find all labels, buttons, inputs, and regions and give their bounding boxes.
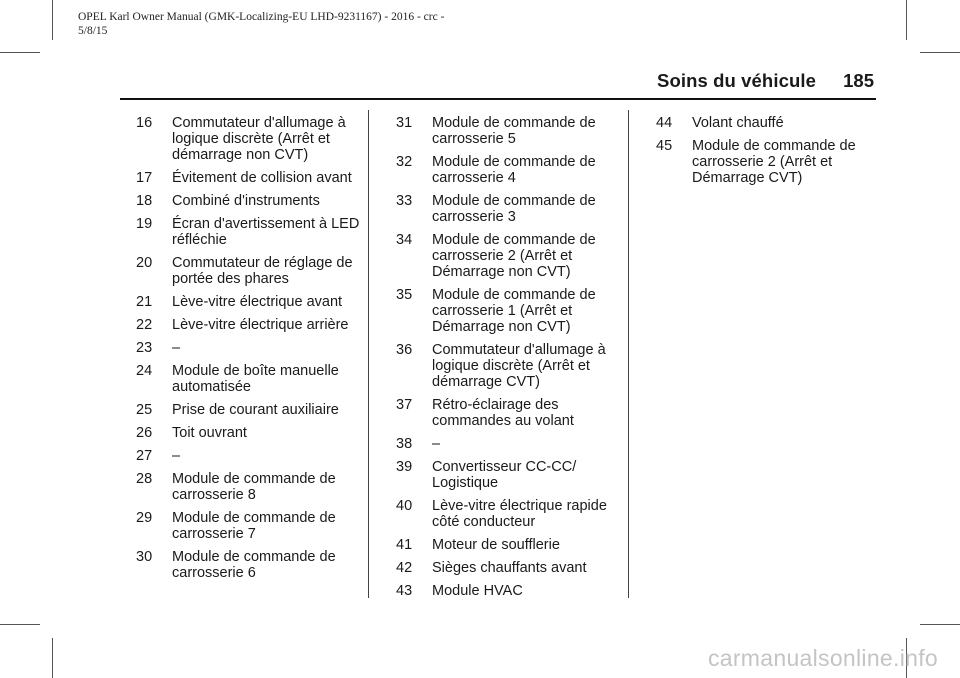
fuse-entry [136, 510, 362, 542]
fuse-description: Commutateur d'allumage à logique discrète (Arrêt et démarrage non CVT) [172, 115, 346, 163]
fuse-number: 23 [136, 340, 153, 356]
fuse-description: Écran d'avertissement à LED réfléchie [172, 216, 360, 248]
fuse-number: 20 [136, 255, 153, 271]
fuse-entry [136, 294, 362, 310]
fuse-entry [136, 340, 362, 356]
fuse-number: 16 [136, 115, 153, 131]
fuse-description: Commutateur de réglage de portée des phares [172, 255, 353, 287]
fuse-number: 40 [396, 498, 413, 514]
fuse-number: 35 [396, 287, 413, 303]
fuse-entry [396, 583, 622, 599]
fuse-number: 24 [136, 363, 153, 379]
fuse-description: Module de commande de carrosserie 6 [172, 549, 336, 581]
page-number: 185 [843, 70, 874, 91]
fuse-number: 43 [396, 583, 413, 599]
fuse-description: Lève-vitre électrique rapide côté conducteur [432, 498, 607, 530]
fuse-number: 39 [396, 459, 413, 475]
fuse-description: Sièges chauffants avant [432, 560, 587, 576]
fuse-description: – [172, 340, 181, 356]
fuse-entry [136, 193, 362, 209]
fuse-entry [396, 537, 622, 553]
fuse-list-column-1 [136, 115, 362, 588]
fuse-entry [396, 193, 622, 225]
watermark: carmanualsonline.info [707, 645, 938, 671]
fuse-number: 33 [396, 193, 413, 209]
fuse-entry [136, 115, 362, 163]
fuse-number: 32 [396, 154, 413, 170]
fuse-number: 30 [136, 549, 153, 565]
fuse-description: Lève-vitre électrique arrière [172, 317, 349, 333]
fuse-number: 29 [136, 510, 153, 526]
fuse-entry [136, 255, 362, 287]
fuse-entry [136, 402, 362, 418]
fuse-description: Combiné d'instruments [172, 193, 320, 209]
fuse-description: Module de boîte manuelle automatisée [172, 363, 339, 395]
fuse-description: Lève-vitre électrique avant [172, 294, 343, 310]
fuse-description: – [172, 448, 181, 464]
fuse-description: Convertisseur CC-CC/ Logistique [432, 459, 577, 491]
fuse-entry [396, 154, 622, 186]
column-divider [368, 110, 369, 598]
crop-mark [52, 638, 53, 678]
fuse-number: 34 [396, 232, 413, 248]
crop-mark [0, 624, 40, 625]
print-metadata-line-1: OPEL Karl Owner Manual (GMK-Localizing-EU LHD-9231167) - 2016 - crc - [78, 11, 445, 23]
print-metadata-line-2: 5/8/15 [78, 25, 108, 37]
fuse-description: Module de commande de carrosserie 8 [172, 471, 336, 503]
fuse-entry [396, 436, 622, 452]
fuse-entry [136, 448, 362, 464]
fuse-entry [136, 170, 362, 186]
fuse-number: 45 [656, 138, 673, 154]
fuse-number: 37 [396, 397, 413, 413]
fuse-number: 25 [136, 402, 153, 418]
fuse-description: Module de commande de carrosserie 4 [432, 154, 596, 186]
fuse-description: Module de commande de carrosserie 1 (Arrêt et Démarrage non CVT) [432, 287, 596, 335]
section-title: Soins du véhicule [657, 70, 816, 91]
fuse-description: Rétro-éclairage des commandes au volant [432, 397, 574, 429]
fuse-entry [396, 287, 622, 335]
fuse-description: Commutateur d'allumage à logique discrète (Arrêt et démarrage CVT) [432, 342, 606, 390]
fuse-number: 18 [136, 193, 153, 209]
fuse-entry [396, 459, 622, 491]
fuse-number: 26 [136, 425, 153, 441]
crop-mark [52, 0, 53, 40]
fuse-description: Moteur de soufflerie [432, 537, 560, 553]
fuse-list-column-3 [656, 115, 882, 193]
fuse-entry [396, 115, 622, 147]
fuse-entry [136, 425, 362, 441]
fuse-number: 22 [136, 317, 153, 333]
fuse-description: Module de commande de carrosserie 3 [432, 193, 596, 225]
fuse-number: 42 [396, 560, 413, 576]
fuse-description: – [432, 436, 441, 452]
crop-mark [906, 0, 907, 40]
fuse-description: Module de commande de carrosserie 7 [172, 510, 336, 542]
fuse-description: Prise de courant auxiliaire [172, 402, 339, 418]
fuse-entry [136, 317, 362, 333]
fuse-entry [396, 397, 622, 429]
fuse-description: Toit ouvrant [172, 425, 247, 441]
header-divider [120, 98, 876, 100]
fuse-number: 17 [136, 170, 153, 186]
fuse-entry [136, 216, 362, 248]
fuse-description: Volant chauffé [692, 115, 784, 131]
crop-mark [0, 52, 40, 53]
fuse-entry [136, 471, 362, 503]
fuse-number: 38 [396, 436, 413, 452]
fuse-number: 31 [396, 115, 413, 131]
fuse-number: 28 [136, 471, 153, 487]
fuse-entry [396, 232, 622, 280]
crop-mark [920, 624, 960, 625]
fuse-entry [396, 560, 622, 576]
fuse-number: 21 [136, 294, 153, 310]
fuse-description: Évitement de collision avant [172, 170, 352, 186]
fuse-number: 41 [396, 537, 413, 553]
fuse-list-column-2 [396, 115, 622, 606]
fuse-entry [656, 138, 882, 186]
fuse-number: 44 [656, 115, 673, 131]
column-divider [628, 110, 629, 598]
fuse-number: 27 [136, 448, 153, 464]
fuse-number: 19 [136, 216, 153, 232]
fuse-entry [656, 115, 882, 131]
fuse-number: 36 [396, 342, 413, 358]
print-metadata [78, 10, 598, 38]
fuse-description: Module HVAC [432, 583, 523, 599]
fuse-description: Module de commande de carrosserie 2 (Arrêt et Démarrage non CVT) [432, 232, 596, 280]
crop-mark [920, 52, 960, 53]
fuse-description: Module de commande de carrosserie 2 (Arrêt et Démarrage CVT) [692, 138, 856, 186]
fuse-entry [136, 549, 362, 581]
fuse-entry [396, 342, 622, 390]
fuse-entry [396, 498, 622, 530]
fuse-entry [136, 363, 362, 395]
fuse-description: Module de commande de carrosserie 5 [432, 115, 596, 147]
